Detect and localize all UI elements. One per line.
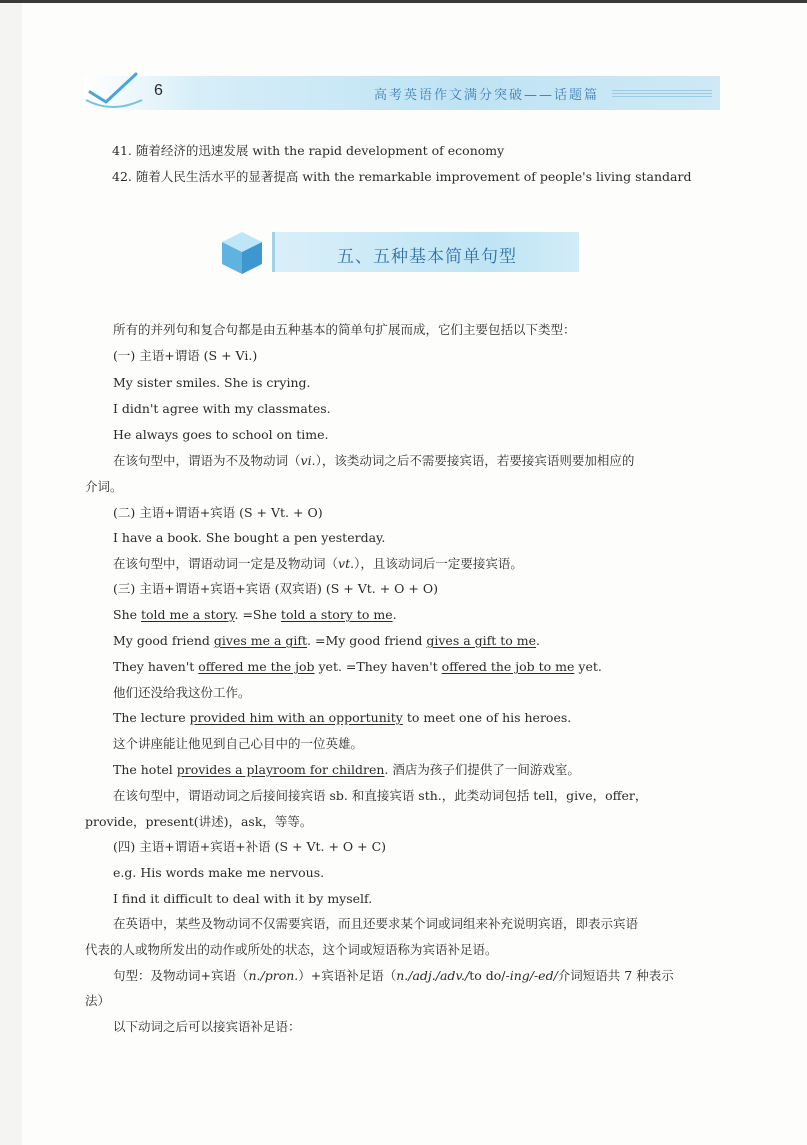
explanation-text: 代表的人或物所发出的动作或所处的状态，这个词或短语称为宾语补足语。 [85, 942, 498, 957]
checkmark-pen-icon [84, 70, 144, 110]
explanation-text: 在该句型中，谓语动词之后接间接宾语 sb. 和直接宾语 sth.，此类动词包括 tell，give，offer， [113, 788, 648, 803]
section-heading [220, 228, 582, 278]
pattern-heading-2: (二) 主语+谓语+宾语 (S + Vt. + O) [113, 505, 323, 520]
page-number: 6 [154, 82, 163, 99]
scan-left-edge [0, 3, 22, 1145]
section-title-box [272, 232, 579, 272]
translation-text: 他们还没给我这份工作。 [113, 685, 251, 700]
pattern-heading-1: (一) 主语+谓语 (S + Vi.) [113, 348, 258, 363]
explanation-text: 在该句型中，谓语动词一定是及物动词（vt.），且该动词后一定要接宾语。 [113, 556, 523, 571]
explanation-text: 以下动词之后可以接宾语补足语： [113, 1019, 301, 1034]
intro-text: 所有的并列句和复合句都是由五种基本的简单句扩展而成，它们主要包括以下类型： [113, 322, 576, 337]
book-title: 高考英语作文满分突破——话题篇 [374, 88, 600, 103]
section-title: 五、五种基本简单句型 [337, 247, 517, 267]
example-sentence: e.g. His words make me nervous. [113, 865, 325, 880]
explanation-text: provide，present(讲述)，ask，等等。 [85, 814, 313, 829]
pattern-description: 法） [85, 993, 111, 1008]
example-sentence: I find it difficult to deal with it by myself. [113, 891, 373, 906]
example-sentence: The lecture provided him with an opportunity to meet one of his heroes. [113, 710, 572, 725]
pattern-description: 句型：及物动词+宾语（n./pron.）+宾语补足语（n./adj./adv./to do/-ing/-ed/介词短语共 7 种表示 [113, 968, 674, 983]
example-sentence: She told me a story. =She told a story to me. [113, 607, 397, 622]
phrase-item: 42. 随着人民生活水平的显著提高 with the remarkable improvement of people's living standard [112, 169, 692, 184]
phrase-item: 41. 随着经济的迅速发展 with the rapid development of economy [112, 143, 505, 158]
example-sentence: The hotel provides a playroom for children. 酒店为孩子们提供了一间游戏室。 [113, 762, 580, 777]
example-sentence: They haven't offered me the job yet. =They haven't offered the job to me yet. [113, 659, 602, 674]
header-stripes [612, 90, 712, 98]
translation-text: 这个讲座能让他见到自己心目中的一位英雄。 [113, 736, 364, 751]
explanation-text: 在该句型中，谓语为不及物动词（vi.），该类动词之后不需要接宾语，若要接宾语则要加相应的 [113, 453, 635, 468]
example-sentence: I didn't agree with my classmates. [113, 401, 331, 416]
pattern-heading-4: (四) 主语+谓语+宾语+补语 (S + Vt. + O + C) [113, 839, 387, 854]
pattern-heading-3: (三) 主语+谓语+宾语+宾语 (双宾语) (S + Vt. + O + O) [113, 581, 438, 596]
explanation-text: 在英语中，某些及物动词不仅需要宾语，而且还要求某个词或词组来补充说明宾语，即表示宾语 [113, 916, 639, 931]
example-sentence: He always goes to school on time. [113, 427, 329, 442]
example-sentence: My good friend gives me a gift. =My good friend gives a gift to me. [113, 633, 541, 648]
page-header [84, 76, 720, 110]
example-sentence: I have a book. She bought a pen yesterday. [113, 530, 386, 545]
scan-top-border [0, 0, 807, 3]
example-sentence: My sister smiles. She is crying. [113, 375, 311, 390]
cube-icon [220, 230, 264, 276]
explanation-text: 介词。 [85, 479, 123, 494]
